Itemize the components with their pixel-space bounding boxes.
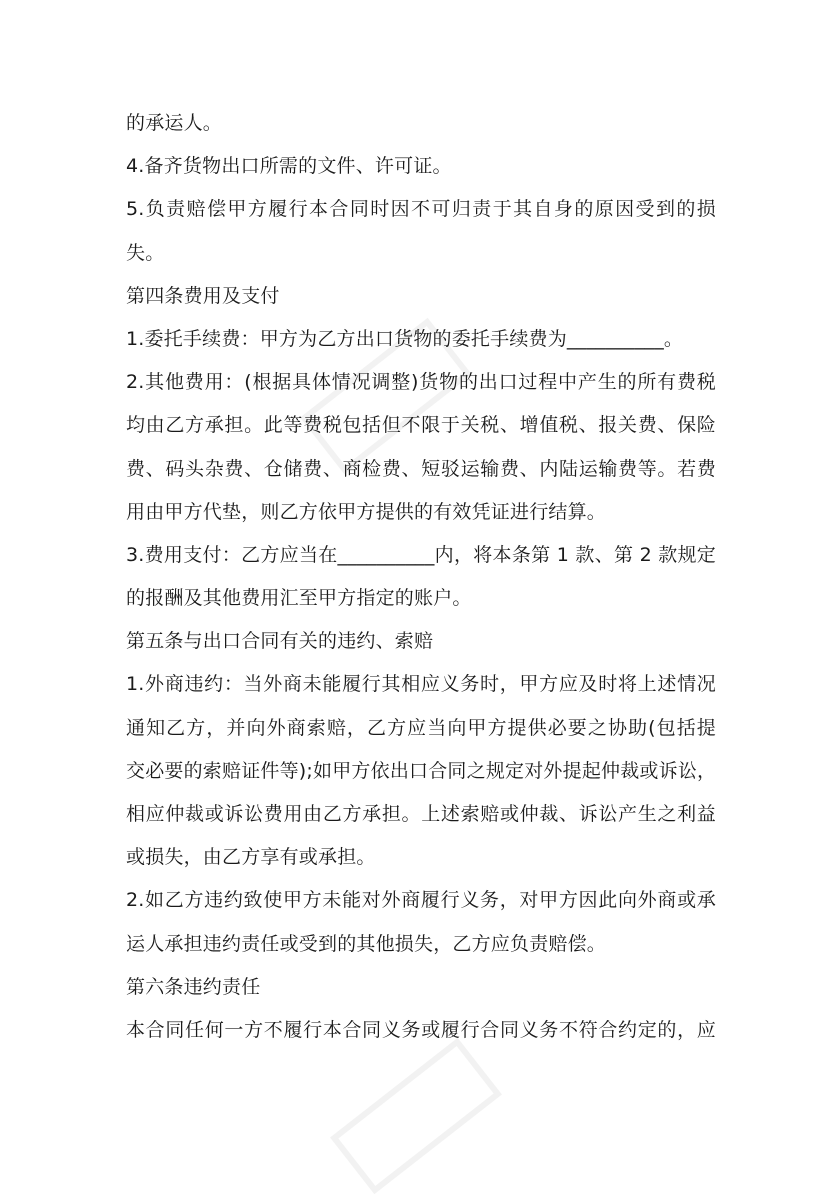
text-line: 4.备齐货物出口所需的文件、许可证。 <box>126 155 452 178</box>
text-line: 失。 <box>126 241 165 264</box>
watermark-logo <box>330 1038 502 1194</box>
section-heading: 第六条违约责任 <box>126 975 261 998</box>
text-line: 费、码头杂费、仓储费、商检费、短驳运输费、内陆运输费等。若费 <box>126 457 716 480</box>
text-line: 通知乙方，并向外商索赔，乙方应当向甲方提供必要之协助(包括提 <box>126 716 716 739</box>
section-heading: 第五条与出口合同有关的违约、索赔 <box>126 630 434 653</box>
document-body <box>126 102 716 1052</box>
text-line: 的报酬及其他费用汇至甲方指定的账户。 <box>126 587 472 610</box>
text-line: 1.外商违约：当外商未能履行其相应义务时，甲方应及时将上述情况 <box>126 673 716 696</box>
text-line: 相应仲裁或诉讼费用由乙方承担。上述索赔或仲裁、诉讼产生之利益 <box>126 803 716 825</box>
text-line: 3.费用支付：乙方应当在__________内，将本条第 1 款、第 2 款规定 <box>126 543 716 566</box>
text-line: 2.如乙方违约致使甲方未能对外商履行义务，对甲方因此向外商或承 <box>126 889 716 912</box>
text-line: 1.委托手续费：甲方为乙方出口货物的委托手续费为__________。 <box>126 327 684 350</box>
text-line: 或损失，由乙方享有或承担。 <box>126 846 376 869</box>
text-line: 5.负责赔偿甲方履行本合同时因不可归责于其自身的原因受到的损 <box>126 198 716 221</box>
text-line: 2.其他费用：(根据具体情况调整)货物的出口过程中产生的所有费税 <box>126 371 716 394</box>
text-line: 运人承担违约责任或受到的其他损失，乙方应负责赔偿。 <box>126 932 607 955</box>
text-line: 本合同任何一方不履行本合同义务或履行合同义务不符合约定的，应 <box>126 1018 716 1041</box>
section-heading: 第四条费用及支付 <box>126 284 280 307</box>
text-line: 的承运人。 <box>126 112 223 134</box>
text-line: 用由甲方代垫，则乙方依甲方提供的有效凭证进行结算。 <box>126 500 607 523</box>
text-line: 均由乙方承担。此等费税包括但不限于关税、增值税、报关费、保险 <box>126 414 716 437</box>
text-line: 交必要的索赔证件等);如甲方依出口合同之规定对外提起仲裁或诉讼， <box>126 759 717 782</box>
